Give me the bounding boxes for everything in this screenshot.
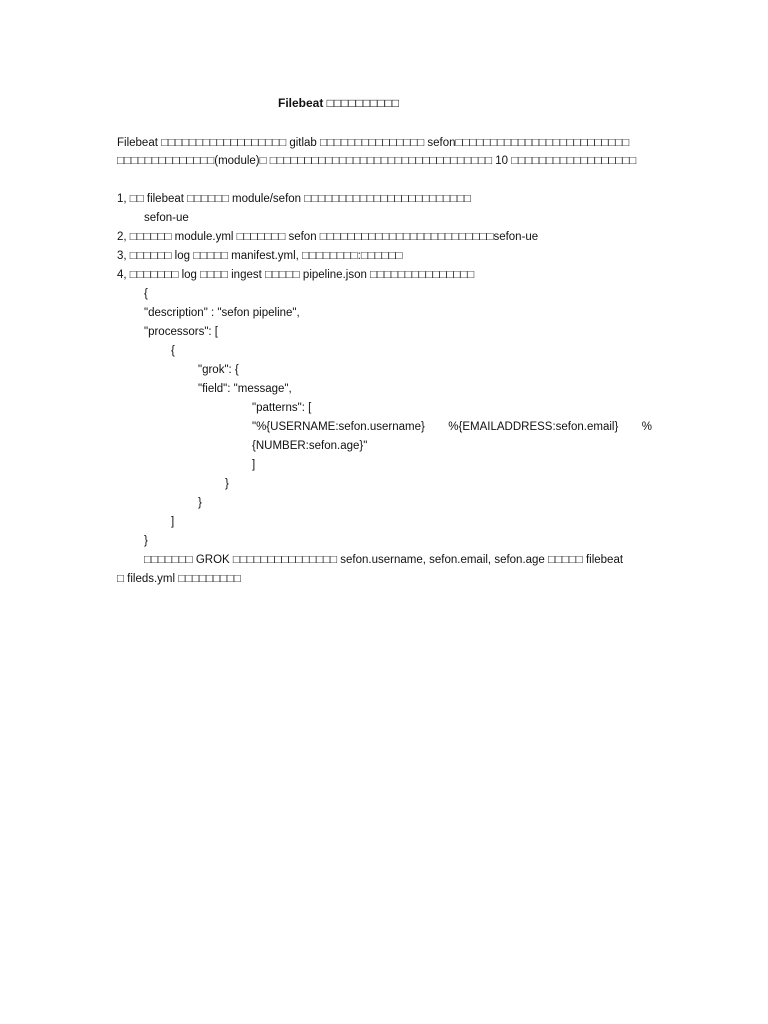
code-close-brace: }	[144, 535, 148, 547]
outro-line-2: □ fileds.yml □□□□□□□□□	[117, 573, 241, 585]
intro-line-1: Filebeat □□□□□□□□□□□□□□□□□□ gitlab □□□□□□□□□□□□□□□ sefon□□□□□□□□□□□□□□□□□□□□□□□□□	[117, 137, 630, 149]
code-pattern-line-2: {NUMBER:sefon.age}"	[252, 440, 368, 452]
code-open-brace: {	[144, 288, 148, 300]
code-patterns: "patterns": [	[252, 402, 312, 414]
code-pattern-line-1	[252, 418, 652, 436]
code-inner-close: }	[198, 497, 202, 509]
code-description: "description" : "sefon pipeline",	[144, 307, 300, 319]
code-patterns-close: ]	[252, 459, 256, 471]
code-grok-close: }	[225, 478, 229, 490]
pattern-percent: %	[641, 421, 652, 433]
step-2: 2, □□□□□□ module.yml □□□□□□□ sefon □□□□□□□□□□□□□□□□□□□□□□□□□sefon-ue	[117, 231, 539, 243]
step-1: 1, □□ filebeat □□□□□□ module/sefon □□□□□□□□□□□□□□□□□□□□□□□□	[117, 193, 471, 205]
document-title: Filebeat □□□□□□□□□□	[278, 96, 400, 110]
code-processors-close: ]	[171, 516, 175, 528]
pattern-username: "%{USERNAME:sefon.username}	[252, 421, 425, 433]
step-1-sub: sefon-ue	[144, 212, 189, 224]
code-inner-brace: {	[171, 345, 175, 357]
code-grok: "grok": {	[198, 364, 239, 376]
step-4: 4, □□□□□□□ log □□□□ ingest □□□□□ pipeline.json □□□□□□□□□□□□□□□	[117, 269, 475, 281]
intro-line-2: □□□□□□□□□□□□□□(module)□ □□□□□□□□□□□□□□□□□□□□□□□□□□□□□□□□ 10 □□□□□□□□□□□□□□□□□□	[117, 155, 637, 167]
outro-line-1: □□□□□□□ GROK □□□□□□□□□□□□□□□ sefon.username, sefon.email, sefon.age □□□□□ filebeat	[144, 554, 624, 566]
code-field: "field": "message",	[198, 383, 292, 395]
pattern-email: %{EMAILADDRESS:sefon.email}	[448, 421, 619, 433]
step-3: 3, □□□□□□ log □□□□□ manifest.yml, □□□□□□□□:□□□□□□	[117, 250, 403, 262]
code-processors: "processors": [	[144, 326, 218, 338]
